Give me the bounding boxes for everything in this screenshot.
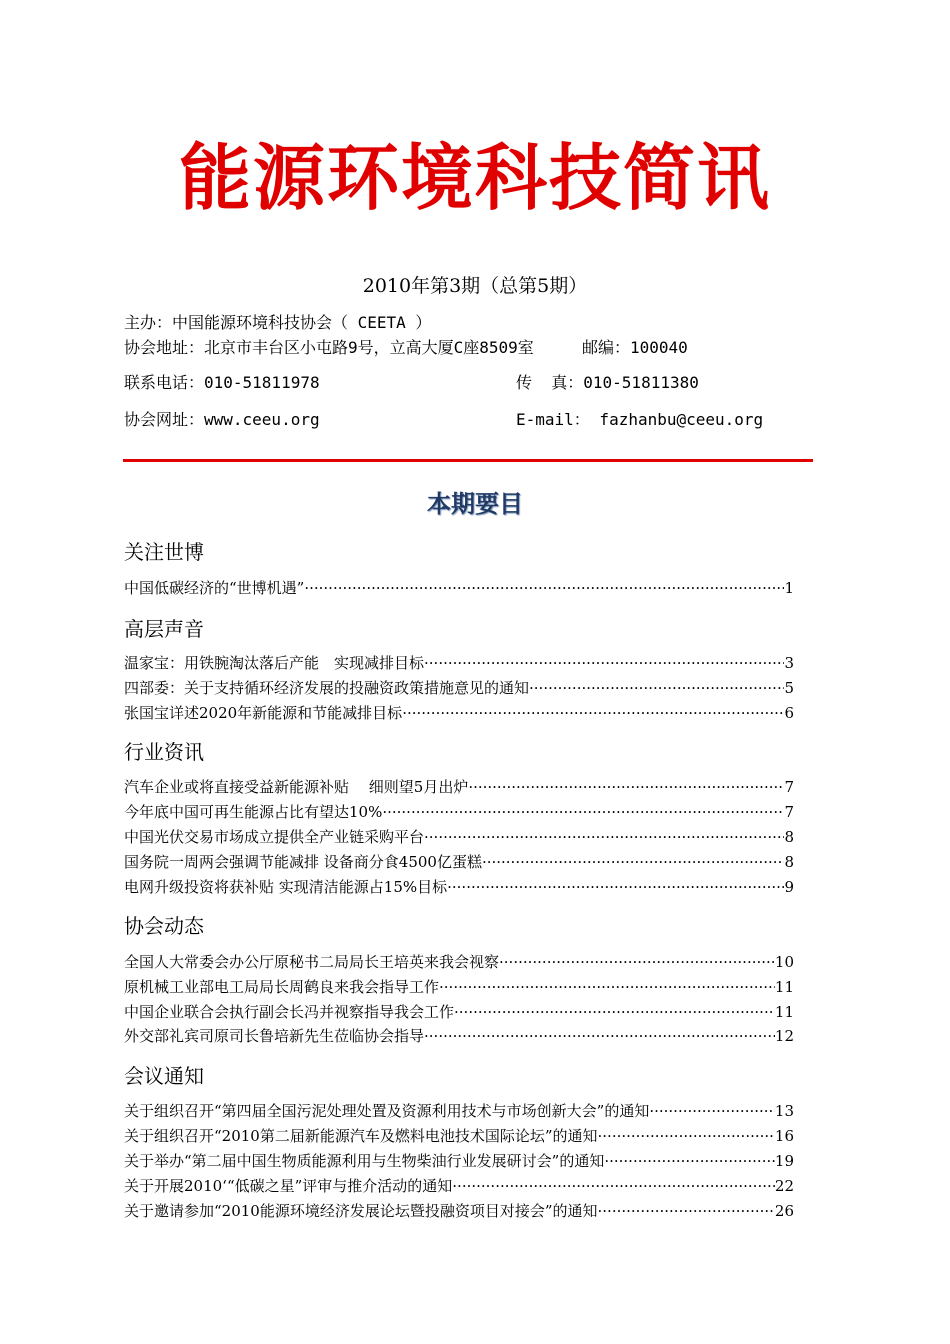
section-heading: 协会动态 (124, 914, 204, 938)
toc-entry-title: 电网升级投资将获补贴 实现清洁能源占15%目标 (124, 878, 448, 896)
toc-entry-title: 关于邀请参加“2010能源环境经济发展论坛暨投融资项目对接会”的通知 (124, 1202, 598, 1220)
toc-entry[interactable] (124, 1200, 794, 1222)
toc-entry-page: 11 (774, 1003, 794, 1021)
toc-entry-page: 7 (784, 803, 794, 821)
website-line: 协会网址：www.ceeu.org (124, 410, 320, 429)
fax-line: 传 真：010-51811380 (516, 373, 699, 392)
toc-leader-dots (499, 951, 775, 973)
toc-entry-title: 今年底中国可再生能源占比有望达10% (124, 803, 383, 821)
toc-leader-dots (604, 1150, 775, 1172)
toc-entry-page: 26 (774, 1202, 794, 1220)
toc-entry-page: 1 (784, 579, 794, 597)
toc-leader-dots (424, 652, 784, 674)
toc-leader-dots (598, 1200, 775, 1222)
section-heading: 会议通知 (124, 1064, 204, 1088)
toc-entry-page: 5 (784, 679, 794, 697)
toc-entry-page: 12 (774, 1027, 794, 1045)
toc-entry[interactable] (124, 851, 794, 873)
toc-entry-page: 13 (774, 1102, 794, 1120)
toc-entry-title: 中国低碳经济的“世博机遇” (124, 579, 305, 597)
toc-entry-page: 9 (784, 878, 794, 896)
toc-entry[interactable] (124, 876, 794, 898)
toc-entry[interactable] (124, 1125, 794, 1147)
toc-entry-page: 8 (784, 828, 794, 846)
toc-entry-page: 10 (774, 953, 794, 971)
toc-entry-page: 22 (774, 1177, 794, 1195)
toc-entry[interactable] (124, 826, 794, 848)
toc-entry[interactable] (124, 976, 794, 998)
toc-entry-title: 中国企业联合会执行副会长冯并视察指导我会工作 (124, 1003, 455, 1021)
toc-entry-page: 3 (784, 654, 794, 672)
toc-entry-page: 19 (774, 1152, 794, 1170)
toc-entry[interactable] (124, 776, 794, 798)
phone-line: 联系电话：010-51811978 (124, 373, 320, 392)
toc-entry-title: 外交部礼宾司原司长鲁培新先生莅临协会指导 (124, 1027, 425, 1045)
toc-entry[interactable] (124, 1001, 794, 1023)
toc-leader-dots (454, 1001, 775, 1023)
toc-leader-dots (304, 577, 784, 599)
toc-entry-title: 关于组织召开“2010第二届新能源汽车及燃料电池技术国际论坛”的通知 (124, 1127, 598, 1145)
address-line: 协会地址：北京市丰台区小屯路9号，立高大厦C座8509室 邮编：100040 (124, 338, 688, 357)
toc-entry-title: 四部委：关于支持循环经济发展的投融资政策措施意见的通知 (124, 679, 530, 697)
toc-leader-dots (447, 876, 784, 898)
toc-entry[interactable] (124, 951, 794, 973)
section-heading: 关注世博 (124, 540, 204, 564)
toc-leader-dots (424, 1025, 775, 1047)
toc-leader-dots (649, 1100, 775, 1122)
toc-entry-title: 中国光伏交易市场成立提供全产业链采购平台 (124, 828, 425, 846)
issue-number: 2010年第3期（总第5期） (362, 275, 588, 297)
toc-leader-dots (439, 976, 775, 998)
toc-leader-dots (452, 1175, 775, 1197)
toc-leader-dots (402, 702, 784, 724)
toc-entry-page: 7 (784, 778, 794, 796)
masthead-title: 能源环境科技简讯 (178, 136, 771, 220)
toc-entry[interactable] (124, 652, 794, 674)
toc-entry-title: 关于开展2010‘“低碳之星”评审与推介活动的通知 (124, 1177, 453, 1195)
toc-entry-title: 汽车企业或将直接受益新能源补贴 细则望5月出炉 (124, 778, 469, 796)
toc-entry-title: 温家宝：用铁腕淘汰落后产能 实现减排目标 (124, 654, 425, 672)
toc-leader-dots (468, 776, 784, 798)
toc-entry-page: 11 (774, 978, 794, 996)
toc-entry[interactable] (124, 702, 794, 724)
toc-entry-title: 原机械工业部电工局局长周鹤良来我会指导工作 (124, 978, 440, 996)
toc-leader-dots (424, 826, 784, 848)
toc-leader-dots (598, 1125, 775, 1147)
toc-leader-dots (482, 851, 785, 873)
toc-entry[interactable] (124, 677, 794, 699)
toc-entry-page: 8 (784, 853, 794, 871)
toc-entry[interactable] (124, 1025, 794, 1047)
toc-entry-title: 国务院一周两会强调节能减排 设备商分食4500亿蛋糕 (124, 853, 482, 871)
toc-entry[interactable] (124, 577, 794, 599)
red-divider (123, 459, 813, 462)
toc-title: 本期要目 (427, 490, 523, 518)
toc-entry-page: 6 (784, 704, 794, 722)
toc-entry-page: 16 (774, 1127, 794, 1145)
toc-entry-title: 张国宝详述2020年新能源和节能减排目标 (124, 704, 403, 722)
sponsor-line: 主办：中国能源环境科技协会（ CEETA ） (124, 313, 432, 332)
toc-entry[interactable] (124, 1150, 794, 1172)
toc-entry[interactable] (124, 1100, 794, 1122)
toc-entry-title: 关于组织召开“第四届全国污泥处理处置及资源利用技术与市场创新大会”的通知 (124, 1102, 650, 1120)
toc-entry-title: 全国人大常委会办公厅原秘书二局局长王培英来我会视察 (124, 953, 500, 971)
toc-leader-dots (529, 677, 784, 699)
section-heading: 行业资讯 (124, 740, 204, 764)
toc-entry[interactable] (124, 801, 794, 823)
section-heading: 高层声音 (124, 617, 204, 641)
toc-leader-dots (382, 801, 784, 823)
toc-entry-title: 关于举办“第二届中国生物质能源利用与生物柴油行业发展研讨会”的通知 (124, 1152, 605, 1170)
email-line: E-mail： fazhanbu@ceeu.org (516, 410, 764, 429)
toc-entry[interactable] (124, 1175, 794, 1197)
